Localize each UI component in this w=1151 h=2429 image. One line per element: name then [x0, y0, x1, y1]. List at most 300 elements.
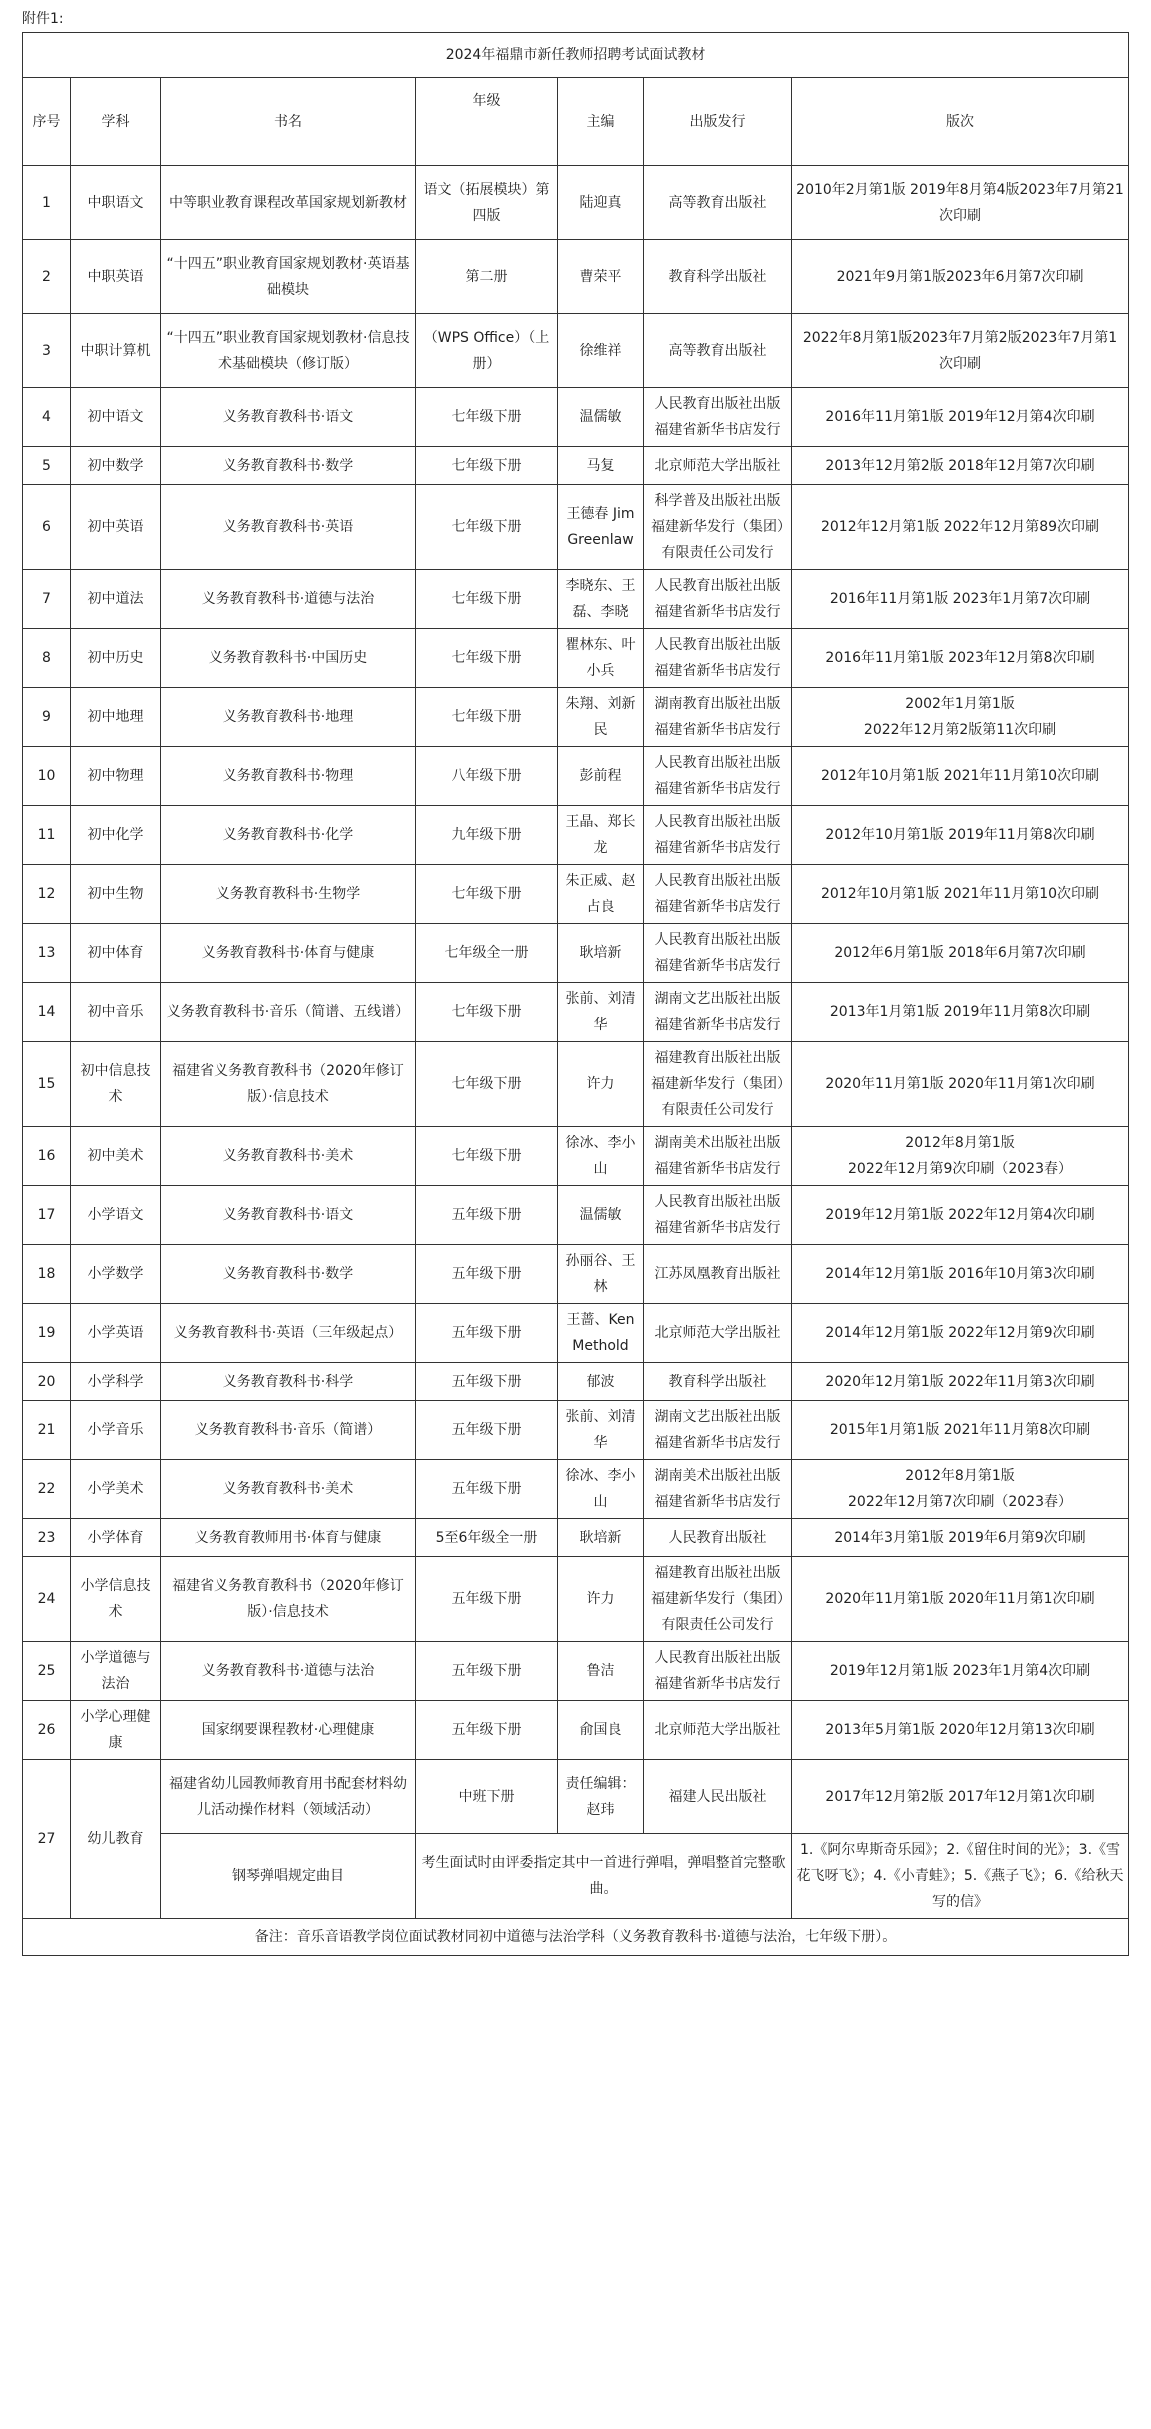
row-editor: 耿培新 — [558, 1519, 644, 1557]
row-edition — [792, 747, 1129, 806]
row-edition — [792, 485, 1129, 570]
row-publisher — [644, 806, 792, 865]
row-publisher-line: 福建省新华书店发行 — [654, 958, 781, 974]
row-book: 义务教育教科书·科学 — [161, 1363, 416, 1401]
row-subject: 初中地理 — [71, 688, 161, 747]
row-publisher-line: 科学普及出版社出版 — [654, 493, 781, 509]
row-grade: 七年级下册 — [416, 865, 558, 924]
row-no: 17 — [23, 1186, 71, 1245]
row-publisher-line: 福建省新华书店发行 — [654, 899, 781, 915]
row-edition: 2017年12月第2版 2017年12月第1次印刷 — [792, 1760, 1129, 1834]
row-subject: 小学心理健康 — [71, 1701, 161, 1760]
row-publisher — [644, 1401, 792, 1460]
row-publisher — [644, 485, 792, 570]
row-edition-line: 2021年9月第1版2023年6月第7次印刷 — [836, 268, 1084, 285]
row-publisher-line: 福建新华发行（集团）有限责任公司发行 — [651, 519, 784, 561]
row-no: 7 — [23, 570, 71, 629]
row-grade: 第二册 — [416, 240, 558, 314]
row-editor: 王蔷、Ken Methold — [558, 1304, 644, 1363]
row-publisher — [644, 1701, 792, 1760]
row-grade: 九年级下册 — [416, 806, 558, 865]
row-subject: 小学道德与法治 — [71, 1642, 161, 1701]
row-editor: 耿培新 — [558, 924, 644, 983]
row-book: “十四五”职业教育国家规划教材·信息技术基础模块（修订版） — [161, 314, 416, 388]
header-no: 序号 — [23, 78, 71, 166]
row-publisher-line: 人民教育出版社出版 — [654, 1194, 781, 1210]
row-grade: 5至6年级全一册 — [416, 1519, 558, 1557]
row-no: 20 — [23, 1363, 71, 1401]
row-edition-line: 2016年11月第1版 2023年1月第7次印刷 — [829, 591, 1091, 607]
row-no: 18 — [23, 1245, 71, 1304]
row-publisher-line: 高等教育出版社 — [668, 194, 767, 211]
row-no: 11 — [23, 806, 71, 865]
row-edition-line: 2014年12月第1版 2022年12月第9次印刷 — [825, 1325, 1095, 1341]
row-publisher-line: 人民教育出版社 — [668, 1529, 767, 1546]
row-edition — [792, 240, 1129, 314]
row-edition-line: 2016年11月第1版 2023年12月第8次印刷 — [825, 650, 1095, 666]
table-row — [23, 1401, 1129, 1460]
row-book: 义务教育教科书·语文 — [161, 1186, 416, 1245]
row-publisher-line: 福建省新华书店发行 — [654, 781, 781, 797]
row-publisher — [644, 1127, 792, 1186]
row-publisher — [644, 388, 792, 447]
row-book: 义务教育教科书·中国历史 — [161, 629, 416, 688]
row-edition — [792, 1186, 1129, 1245]
row-book: 义务教育教科书·体育与健康 — [161, 924, 416, 983]
row-subject: 初中信息技术 — [71, 1042, 161, 1127]
row-book: 义务教育教师用书·体育与健康 — [161, 1519, 416, 1557]
row-editor: 朱翔、刘新民 — [558, 688, 644, 747]
row-no: 5 — [23, 447, 71, 485]
row-subject: 初中数学 — [71, 447, 161, 485]
row-publisher — [644, 1557, 792, 1642]
row-publisher — [644, 747, 792, 806]
row-subject: 初中美术 — [71, 1127, 161, 1186]
row-editor: 曹荣平 — [558, 240, 644, 314]
row-publisher — [644, 1363, 792, 1401]
row-subject: 初中体育 — [71, 924, 161, 983]
row-subject: 小学信息技术 — [71, 1557, 161, 1642]
row-publisher-line: 福建省新华书店发行 — [654, 604, 781, 620]
table-row — [23, 983, 1129, 1042]
row-edition — [792, 314, 1129, 388]
row-publisher — [644, 983, 792, 1042]
table-row — [23, 388, 1129, 447]
row-grade: 五年级下册 — [416, 1557, 558, 1642]
row-editor: 王晶、郑长龙 — [558, 806, 644, 865]
table-row — [23, 806, 1129, 865]
table-row — [23, 240, 1129, 314]
row-publisher-line: 福建省新华书店发行 — [654, 1435, 781, 1451]
row-subject: 初中音乐 — [71, 983, 161, 1042]
row-book: 义务教育教科书·地理 — [161, 688, 416, 747]
row-edition — [792, 865, 1129, 924]
row-subject: 中职语文 — [71, 166, 161, 240]
header-publisher: 出版发行 — [644, 78, 792, 166]
table-row — [23, 924, 1129, 983]
row-publisher-line: 人民教育出版社出版 — [654, 755, 781, 771]
table-title: 2024年福鼎市新任教师招聘考试面试教材 — [23, 33, 1129, 78]
row-no: 19 — [23, 1304, 71, 1363]
row-subject: 幼儿教育 — [71, 1760, 161, 1919]
row-publisher — [644, 688, 792, 747]
row-book: 福建省幼儿园教师教育用书配套材料幼儿活动操作材料（领域活动） — [161, 1760, 416, 1834]
row-book: 义务教育教科书·物理 — [161, 747, 416, 806]
row-book: 义务教育教科书·道德与法治 — [161, 1642, 416, 1701]
table-row — [23, 1701, 1129, 1760]
row-edition-line: 2010年2月第1版 2019年8月第4版2023年7月第21次印刷 — [796, 181, 1124, 224]
row-grade: 七年级下册 — [416, 447, 558, 485]
row-edition — [792, 688, 1129, 747]
row-edition-line: 2012年12月第1版 2022年12月第89次印刷 — [820, 519, 1100, 535]
table-row — [23, 1460, 1129, 1519]
header-grade: 年级 — [416, 78, 558, 166]
row-publisher — [644, 1304, 792, 1363]
row-edition — [792, 1304, 1129, 1363]
row-no: 15 — [23, 1042, 71, 1127]
row-editor: 徐维祥 — [558, 314, 644, 388]
row-edition-line: 2022年12月第2版第11次印刷 — [863, 722, 1057, 738]
row-subject: 中职英语 — [71, 240, 161, 314]
row-publisher — [644, 447, 792, 485]
row-grade: 五年级下册 — [416, 1304, 558, 1363]
row-grade: 七年级下册 — [416, 1127, 558, 1186]
row-grade: （WPS Office）（上册） — [416, 314, 558, 388]
row-book: 义务教育教科书·道德与法治 — [161, 570, 416, 629]
row-publisher-line: 教育科学出版社 — [668, 1373, 767, 1390]
row-grade: 五年级下册 — [416, 1186, 558, 1245]
row-editor: 许力 — [558, 1042, 644, 1127]
row-publisher-line: 高等教育出版社 — [668, 342, 767, 359]
row-grade: 语文（拓展模块）第四版 — [416, 166, 558, 240]
row-subject: 中职计算机 — [71, 314, 161, 388]
row-publisher — [644, 1042, 792, 1127]
table-row — [23, 747, 1129, 806]
row-edition-line: 2020年12月第1版 2022年11月第3次印刷 — [825, 1373, 1095, 1390]
attachment-label: 附件1: — [22, 11, 64, 27]
row-edition-line: 2014年3月第1版 2019年6月第9次印刷 — [834, 1529, 1086, 1546]
row-edition-line: 2012年10月第1版 2021年11月第10次印刷 — [820, 768, 1100, 784]
row-subject: 初中语文 — [71, 388, 161, 447]
row-book: 义务教育教科书·语文 — [161, 388, 416, 447]
row-edition-line: 2013年5月第1版 2020年12月第13次印刷 — [825, 1722, 1095, 1738]
table-row — [23, 166, 1129, 240]
row-publisher — [644, 865, 792, 924]
row-book: 义务教育教科书·美术 — [161, 1127, 416, 1186]
row-no: 6 — [23, 485, 71, 570]
row-grade: 五年级下册 — [416, 1460, 558, 1519]
row-subject: 小学体育 — [71, 1519, 161, 1557]
row-publisher-line: 福建省新华书店发行 — [654, 1494, 781, 1510]
row-grade: 中班下册 — [416, 1760, 558, 1834]
table-row — [23, 1186, 1129, 1245]
row-edition-line: 2019年12月第1版 2023年1月第4次印刷 — [829, 1663, 1091, 1679]
row-edition-line: 2002年1月第1版 — [905, 696, 1015, 712]
row-no: 13 — [23, 924, 71, 983]
row-publisher-line: 人民教育出版社出版 — [654, 637, 781, 653]
row-grade: 五年级下册 — [416, 1245, 558, 1304]
row-book: 义务教育教科书·音乐（简谱、五线谱） — [161, 983, 416, 1042]
row-publisher-line: 福建省新华书店发行 — [654, 1017, 781, 1033]
row-subject: 小学音乐 — [71, 1401, 161, 1460]
row-no: 3 — [23, 314, 71, 388]
row-edition — [792, 629, 1129, 688]
row-book: 义务教育教科书·生物学 — [161, 865, 416, 924]
table-row — [23, 1519, 1129, 1557]
row-publisher-line: 福建教育出版社出版 — [654, 1050, 781, 1066]
table-row — [23, 1042, 1129, 1127]
row-edition — [792, 1519, 1129, 1557]
row-edition — [792, 447, 1129, 485]
row-editor: 许力 — [558, 1557, 644, 1642]
row-edition — [792, 1701, 1129, 1760]
row-no: 4 — [23, 388, 71, 447]
row-publisher — [644, 240, 792, 314]
row-editor: 徐冰、李小山 — [558, 1127, 644, 1186]
row-no: 10 — [23, 747, 71, 806]
table-row — [23, 1363, 1129, 1401]
table-row — [23, 314, 1129, 388]
row-book: 国家纲要课程教材·心理健康 — [161, 1701, 416, 1760]
piano-label: 钢琴弹唱规定曲目 — [161, 1834, 416, 1919]
row-publisher-line: 福建省新华书店发行 — [654, 422, 781, 438]
row-edition — [792, 806, 1129, 865]
row-editor: 陆迎真 — [558, 166, 644, 240]
row-publisher — [644, 1519, 792, 1557]
textbook-table — [22, 32, 1129, 1956]
row-no: 23 — [23, 1519, 71, 1557]
row-book: 义务教育教科书·化学 — [161, 806, 416, 865]
row-book: 义务教育教科书·美术 — [161, 1460, 416, 1519]
row-edition-line: 2020年11月第1版 2020年11月第1次印刷 — [825, 1076, 1095, 1092]
row-subject: 初中化学 — [71, 806, 161, 865]
row-subject: 小学美术 — [71, 1460, 161, 1519]
row-publisher: 福建人民出版社 — [644, 1760, 792, 1834]
row-subject: 小学英语 — [71, 1304, 161, 1363]
row-publisher-line: 人民教育出版社出版 — [654, 396, 781, 412]
row-edition-line: 2012年10月第1版 2019年11月第8次印刷 — [825, 827, 1095, 843]
row-edition-line: 2012年10月第1版 2021年11月第10次印刷 — [820, 886, 1100, 902]
row-edition — [792, 1460, 1129, 1519]
row-book: 义务教育教科书·英语（三年级起点） — [161, 1304, 416, 1363]
row-editor: 王德春 Jim Greenlaw — [558, 485, 644, 570]
row-grade: 七年级下册 — [416, 629, 558, 688]
row-publisher — [644, 1245, 792, 1304]
row-grade: 八年级下册 — [416, 747, 558, 806]
row-grade: 七年级下册 — [416, 388, 558, 447]
row-publisher-line: 人民教育出版社出版 — [654, 873, 781, 889]
title-row — [23, 33, 1129, 78]
row-subject: 小学数学 — [71, 1245, 161, 1304]
row-grade: 七年级下册 — [416, 1042, 558, 1127]
row-publisher-line: 福建省新华书店发行 — [654, 840, 781, 856]
row-book: 福建省义务教育教科书（2020年修订版）·信息技术 — [161, 1557, 416, 1642]
row-publisher-line: 人民教育出版社出版 — [654, 1650, 781, 1666]
row-subject: 初中生物 — [71, 865, 161, 924]
row-no: 25 — [23, 1642, 71, 1701]
row-no: 24 — [23, 1557, 71, 1642]
row-publisher — [644, 924, 792, 983]
row-publisher-line: 人民教育出版社出版 — [654, 814, 781, 830]
row-grade: 五年级下册 — [416, 1642, 558, 1701]
row-edition-line: 2012年8月第1版 — [905, 1468, 1015, 1484]
row-no: 1 — [23, 166, 71, 240]
table-row — [23, 1304, 1129, 1363]
row-edition-line: 2022年12月第9次印刷（2023春） — [848, 1161, 1072, 1177]
table-row — [23, 865, 1129, 924]
row-no: 14 — [23, 983, 71, 1042]
row-subject: 初中英语 — [71, 485, 161, 570]
row-editor: 责任编辑：赵玮 — [558, 1760, 644, 1834]
row-grade: 七年级下册 — [416, 485, 558, 570]
row-publisher-line: 湖南美术出版社出版 — [654, 1135, 781, 1151]
piano-rule: 考生面试时由评委指定其中一首进行弹唱，弹唱整首完整歌曲。 — [416, 1834, 792, 1919]
row-publisher — [644, 1460, 792, 1519]
row-publisher — [644, 166, 792, 240]
piano-songs: 1.《阿尔卑斯奇乐园》；2.《留住时间的光》；3.《雪花飞呀飞》；4.《小青蛙》；5.《燕子飞》；6.《给秋天写的信》 — [792, 1834, 1129, 1919]
row-publisher-line: 湖南文艺出版社出版 — [654, 991, 781, 1007]
row-edition-line: 2022年8月第1版2023年7月第2版2023年7月第1次印刷 — [802, 329, 1118, 372]
row-grade: 七年级下册 — [416, 688, 558, 747]
row-grade: 七年级下册 — [416, 570, 558, 629]
row-no: 22 — [23, 1460, 71, 1519]
row-no: 21 — [23, 1401, 71, 1460]
row-publisher-line: 湖南美术出版社出版 — [654, 1468, 781, 1484]
row-edition-line: 2022年12月第7次印刷（2023春） — [848, 1494, 1072, 1510]
row-editor: 张前、刘清华 — [558, 983, 644, 1042]
row-book: 福建省义务教育教科书（2020年修订版）·信息技术 — [161, 1042, 416, 1127]
row-publisher — [644, 629, 792, 688]
row-no: 2 — [23, 240, 71, 314]
row-grade: 五年级下册 — [416, 1401, 558, 1460]
row-editor: 朱正威、赵占良 — [558, 865, 644, 924]
table-row — [23, 1127, 1129, 1186]
table-row — [23, 688, 1129, 747]
table-row — [23, 1760, 1129, 1834]
row-editor: 彭前程 — [558, 747, 644, 806]
table-note: 备注：音乐音语教学岗位面试教材同初中道德与法治学科（义务教育教科书·道德与法治，七年级下册）。 — [23, 1919, 1129, 1956]
header-row — [23, 78, 1129, 166]
row-subject: 初中物理 — [71, 747, 161, 806]
row-publisher-line: 北京师范大学出版社 — [654, 457, 781, 474]
row-edition — [792, 570, 1129, 629]
row-edition-line: 2014年12月第1版 2016年10月第3次印刷 — [825, 1266, 1095, 1282]
row-editor: 鲁洁 — [558, 1642, 644, 1701]
table-row — [23, 1557, 1129, 1642]
row-publisher-line: 人民教育出版社出版 — [654, 932, 781, 948]
row-grade: 七年级下册 — [416, 983, 558, 1042]
row-publisher-line: 福建省新华书店发行 — [654, 1676, 781, 1692]
row-editor: 温儒敏 — [558, 388, 644, 447]
header-book: 书名 — [161, 78, 416, 166]
row-edition-line: 2013年1月第1版 2019年11月第8次印刷 — [829, 1004, 1091, 1020]
row-edition — [792, 1127, 1129, 1186]
row-edition — [792, 166, 1129, 240]
row-book: 义务教育教科书·英语 — [161, 485, 416, 570]
row-editor: 张前、刘清华 — [558, 1401, 644, 1460]
row-publisher-line: 北京师范大学出版社 — [654, 1325, 781, 1341]
row-edition-line: 2016年11月第1版 2019年12月第4次印刷 — [825, 409, 1095, 425]
row-publisher — [644, 1642, 792, 1701]
row-book: 义务教育教科书·数学 — [161, 447, 416, 485]
row-book: “十四五”职业教育国家规划教材·英语基础模块 — [161, 240, 416, 314]
row-edition-line: 2020年11月第1版 2020年11月第1次印刷 — [825, 1591, 1095, 1607]
row-no: 26 — [23, 1701, 71, 1760]
row-publisher — [644, 570, 792, 629]
row-publisher — [644, 314, 792, 388]
row-no: 12 — [23, 865, 71, 924]
row-edition — [792, 1245, 1129, 1304]
row-edition — [792, 388, 1129, 447]
row-no: 9 — [23, 688, 71, 747]
row-edition-line: 2012年6月第1版 2018年6月第7次印刷 — [834, 945, 1086, 961]
row-publisher-line: 福建省新华书店发行 — [654, 722, 781, 738]
row-grade: 七年级全一册 — [416, 924, 558, 983]
row-publisher-line: 福建省新华书店发行 — [654, 663, 781, 679]
table-row — [23, 1245, 1129, 1304]
row-edition-line: 2012年8月第1版 — [905, 1135, 1015, 1151]
row-no: 16 — [23, 1127, 71, 1186]
row-publisher-line: 福建新华发行（集团）有限责任公司发行 — [651, 1591, 784, 1633]
row-editor: 俞国良 — [558, 1701, 644, 1760]
table-row — [23, 485, 1129, 570]
header-subject: 学科 — [71, 78, 161, 166]
row-editor: 马复 — [558, 447, 644, 485]
row-book: 义务教育教科书·数学 — [161, 1245, 416, 1304]
table-row — [23, 570, 1129, 629]
row-editor: 孙丽谷、王林 — [558, 1245, 644, 1304]
row-grade: 五年级下册 — [416, 1701, 558, 1760]
row-edition — [792, 1642, 1129, 1701]
row-edition — [792, 1042, 1129, 1127]
row-publisher-line: 福建教育出版社出版 — [654, 1565, 781, 1581]
row-subject: 小学语文 — [71, 1186, 161, 1245]
row-publisher-line: 人民教育出版社出版 — [654, 578, 781, 594]
row-publisher-line: 福建省新华书店发行 — [654, 1161, 781, 1177]
row-book: 义务教育教科书·音乐（简谱） — [161, 1401, 416, 1460]
row-publisher-line: 北京师范大学出版社 — [654, 1722, 781, 1738]
row-edition-line: 2019年12月第1版 2022年12月第4次印刷 — [825, 1207, 1095, 1223]
table-row — [23, 1834, 1129, 1919]
row-publisher-line: 教育科学出版社 — [668, 268, 767, 285]
row-edition-line: 2015年1月第1版 2021年11月第8次印刷 — [829, 1422, 1091, 1438]
table-row — [23, 447, 1129, 485]
row-grade: 五年级下册 — [416, 1363, 558, 1401]
row-editor: 郁波 — [558, 1363, 644, 1401]
row-edition — [792, 983, 1129, 1042]
row-publisher — [644, 1186, 792, 1245]
row-publisher-line: 福建省新华书店发行 — [654, 1220, 781, 1236]
note-row — [23, 1919, 1129, 1956]
row-publisher-line: 江苏凤凰教育出版社 — [654, 1266, 781, 1282]
row-edition — [792, 1363, 1129, 1401]
header-editor: 主编 — [558, 78, 644, 166]
row-subject: 小学科学 — [71, 1363, 161, 1401]
row-editor: 徐冰、李小山 — [558, 1460, 644, 1519]
row-edition — [792, 1557, 1129, 1642]
row-no: 27 — [23, 1760, 71, 1919]
row-subject: 初中历史 — [71, 629, 161, 688]
row-publisher-line: 湖南文艺出版社出版 — [654, 1409, 781, 1425]
row-editor: 瞿林东、叶小兵 — [558, 629, 644, 688]
row-publisher-line: 福建新华发行（集团）有限责任公司发行 — [651, 1076, 784, 1118]
header-edition: 版次 — [792, 78, 1129, 166]
row-editor: 温儒敏 — [558, 1186, 644, 1245]
table-row — [23, 1642, 1129, 1701]
row-edition — [792, 924, 1129, 983]
row-no: 8 — [23, 629, 71, 688]
row-editor: 李晓东、王磊、李晓 — [558, 570, 644, 629]
